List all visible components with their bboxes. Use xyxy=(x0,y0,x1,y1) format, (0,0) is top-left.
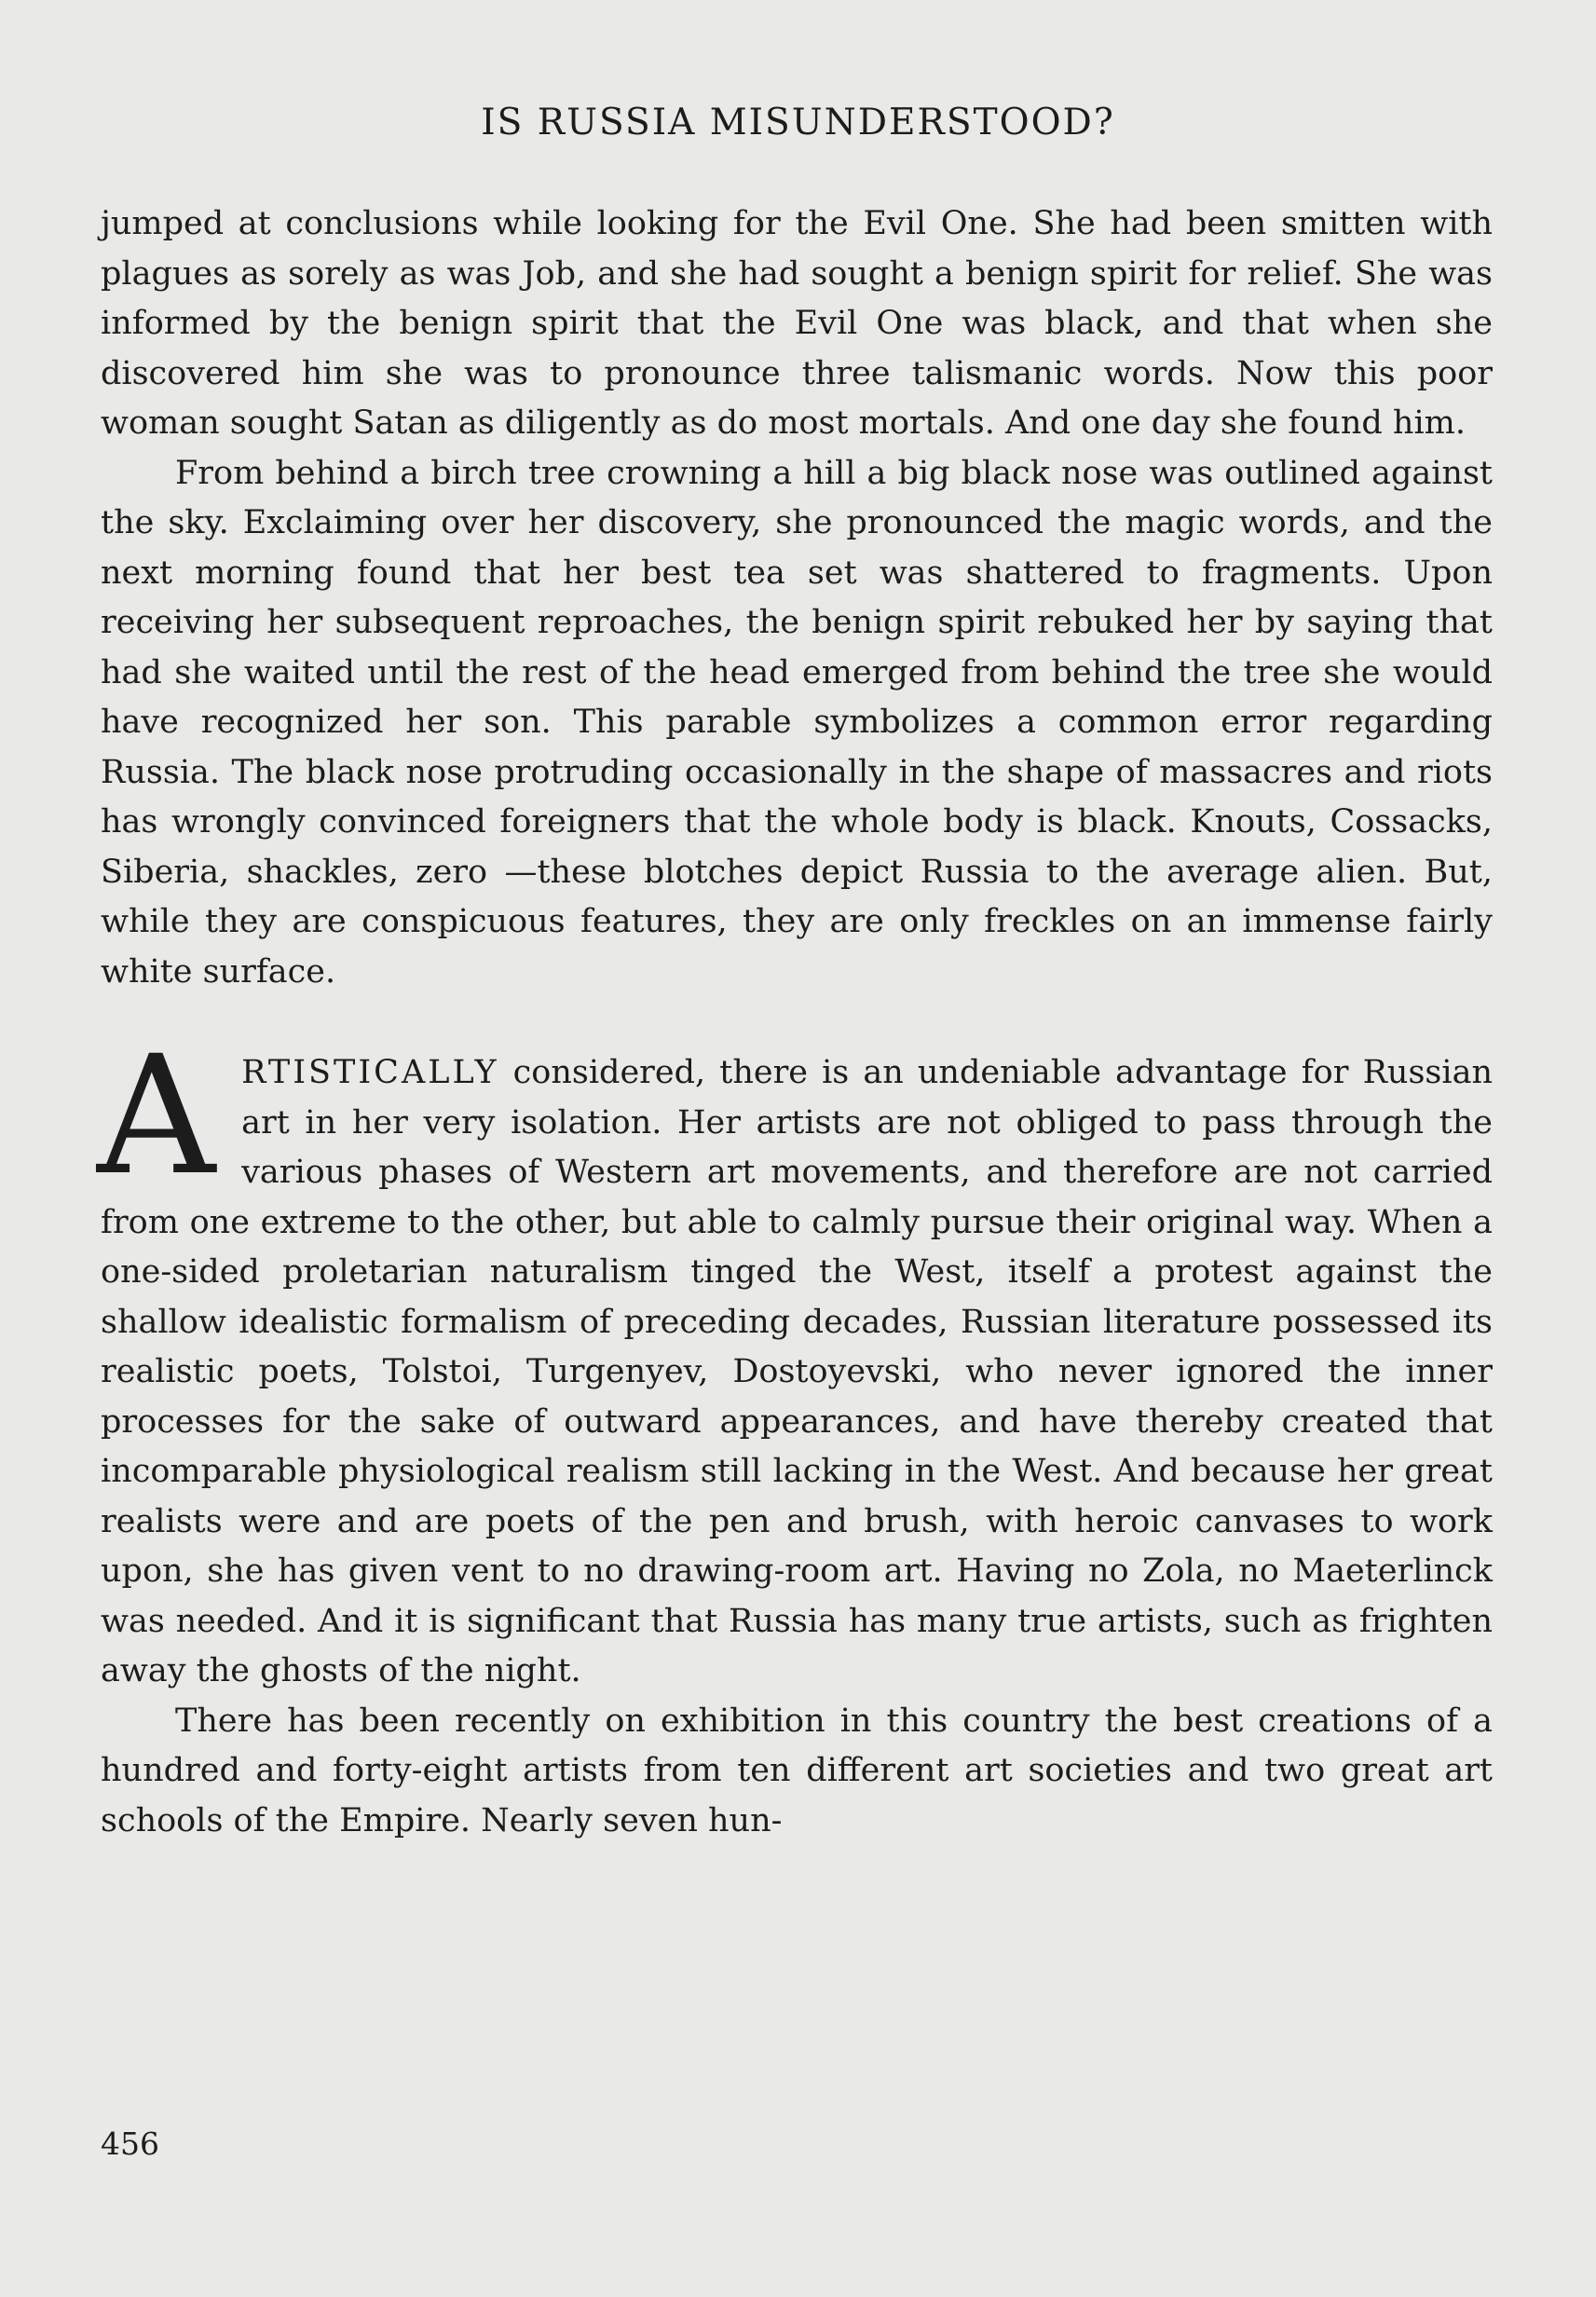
running-title: IS RUSSIA MISUNDERSTOOD? xyxy=(481,102,1115,144)
drop-cap: A xyxy=(97,1020,216,1211)
lead-in-caps: RTISTICALLY xyxy=(241,1054,499,1091)
paragraph-3 xyxy=(97,1020,1493,1697)
section-break xyxy=(101,997,1493,1048)
paragraph-1: jumped at conclusions while looking for the Evil One. She had been smitten with plagues as sorely as was Job, and she had sought a benign spirit for relief. She was informed by the benign spirit that the Evil One was black, and that when she discovered him she was to pronounce three talismanic words. Now this poor woman sought Satan as diligently as do most mortals. And one day she found him. xyxy=(101,205,1493,442)
page-number: 456 xyxy=(101,2126,159,2162)
paragraph-3-text: considered, there is an undeniable advantage for Russian art in her very isolation. Her artists are not obliged to pass through the various phases of Western art movements, and therefore are not carried from one extreme to the other, but able to calmly pursue their original way. When a one-sided proletarian naturalism tinged the West, itself a protest against the shallow idealistic formalism of preceding decades, Russian literature possessed its realistic poets, Tolstoi, Turgenyev, Dostoyevski, who never ignored the inner processes for the sake of outward appearances, and have thereby created that incomparable physiological realism still lacking in the West. And because her great realists were and are poets of the pen and brush, with heroic canvases to work upon, she has given vent to no drawing-room art. Having no Zola, no Maeterlinck was needed. And it is significant that Russia has many true artists, such as frighten away the ghosts of the night. xyxy=(101,1054,1493,1689)
paragraph-4: There has been recently on exhibition in this country the best creations of a hundred and forty-eight artists from ten different art societies and two great art schools of the Empire. Nearly seven hun- xyxy=(101,1702,1493,1839)
paragraph-2: From behind a birch tree crowning a hill a big black nose was outlined against the sky. Exclaiming over her discovery, she pronounced the magic words, and the next morning found that her best tea set was shattered to fragments. Upon receiving her subsequent reproaches, the benign spirit rebuked her by saying that had she waited until the rest of the head emerged from behind the tree she would have recognized her son. This parable symbolizes a common error regarding Russia. The black nose protruding occasionally in the shape of massacres and riots has wrongly convinced foreigners that the whole body is black. Knouts, Cossacks, Siberia, shackles, zero —these blotches depict Russia to the average alien. But, while they are conspicuous features, they are only freckles on an immense fairly white surface. xyxy=(101,454,1493,991)
body-text xyxy=(97,199,1493,1846)
